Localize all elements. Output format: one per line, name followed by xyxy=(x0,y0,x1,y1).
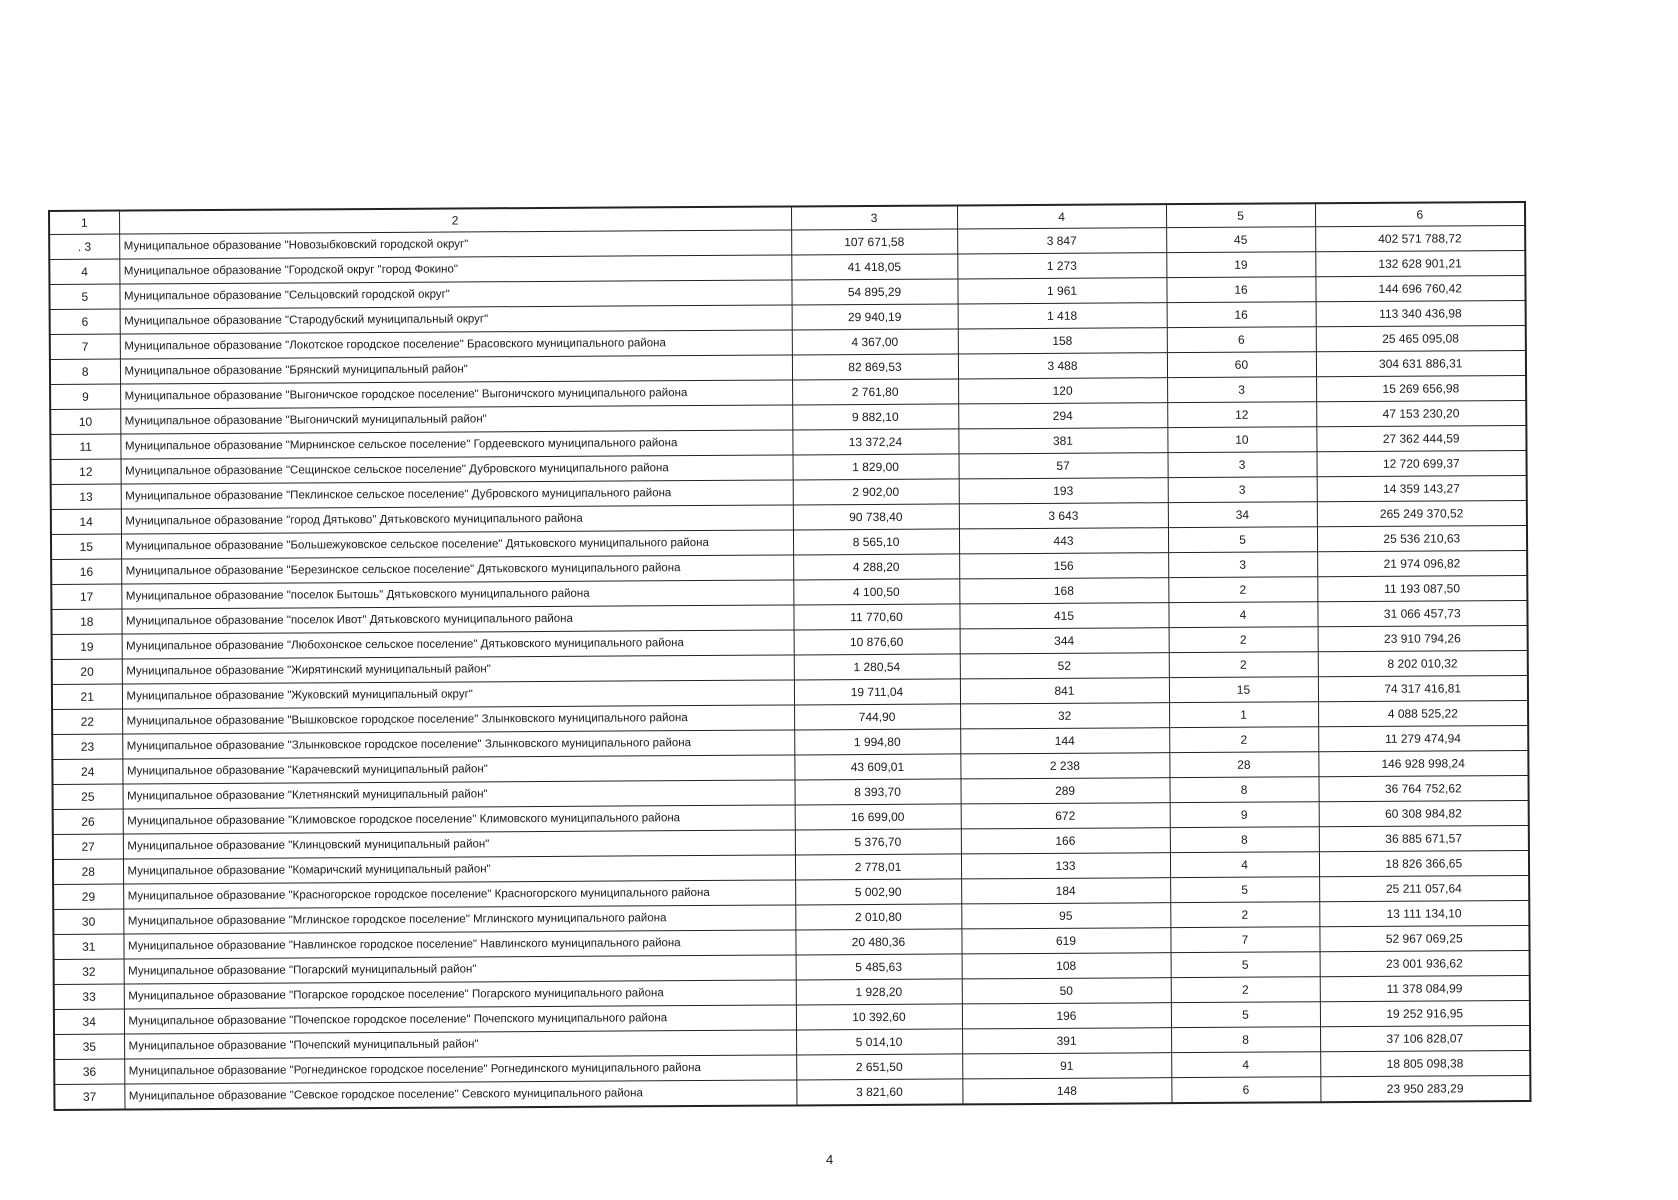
col4-cell: 120 xyxy=(958,378,1167,404)
col6-cell: 13 111 134,10 xyxy=(1319,900,1529,926)
col3-cell: 2 778,01 xyxy=(795,854,961,880)
row-number-cell: 27 xyxy=(53,834,123,859)
col5-cell: 2 xyxy=(1171,977,1320,1003)
col5-cell: 8 xyxy=(1169,777,1318,803)
col6-cell: 18 826 366,65 xyxy=(1319,850,1529,876)
col6-cell: 19 252 916,95 xyxy=(1320,1000,1530,1026)
col5-cell: 3 xyxy=(1168,552,1317,578)
col3-cell: 2 902,00 xyxy=(793,479,959,505)
col3-cell: 5 485,63 xyxy=(796,954,962,980)
row-number-cell: 30 xyxy=(53,909,123,934)
row-number-cell: 29 xyxy=(53,884,123,909)
col3-cell: 1 928,20 xyxy=(796,979,962,1005)
col4-cell: 148 xyxy=(962,1078,1171,1105)
col4-cell: 3 488 xyxy=(958,353,1167,379)
col3-cell: 8 565,10 xyxy=(793,529,959,555)
header-cell: 1 xyxy=(49,211,119,235)
municipality-name-cell: Муниципальное образование "Брянский муниципальный район" xyxy=(120,355,792,384)
col6-cell: 11 193 087,50 xyxy=(1317,575,1527,601)
col3-cell: 41 418,05 xyxy=(791,254,957,280)
municipality-name-cell: Муниципальное образование "город Дятьково" Дятьковского муниципального района xyxy=(121,505,793,534)
header-cell: 2 xyxy=(119,206,791,234)
col4-cell: 57 xyxy=(959,453,1168,479)
row-number-cell: 11 xyxy=(50,434,120,459)
col6-cell: 25 536 210,63 xyxy=(1317,525,1527,551)
col3-cell: 4 100,50 xyxy=(793,579,959,605)
col6-cell: 15 269 656,98 xyxy=(1316,375,1526,401)
municipality-name-cell: Муниципальное образование "Новозыбковский городской округ" xyxy=(119,230,791,259)
col6-cell: 144 696 760,42 xyxy=(1315,275,1525,301)
col6-cell: 52 967 069,25 xyxy=(1319,925,1529,951)
col4-cell: 672 xyxy=(961,803,1170,829)
col6-cell: 265 249 370,52 xyxy=(1317,500,1527,526)
col5-cell: 8 xyxy=(1171,1027,1320,1053)
municipality-name-cell: Муниципальное образование "Городской округ "город Фокино" xyxy=(119,255,791,284)
col5-cell: 8 xyxy=(1170,827,1319,853)
col4-cell: 50 xyxy=(962,978,1171,1004)
col6-cell: 31 066 457,73 xyxy=(1317,600,1527,626)
col5-cell: 2 xyxy=(1169,627,1318,653)
row-number-cell: 33 xyxy=(54,984,124,1009)
col5-cell: 15 xyxy=(1169,677,1318,703)
col5-cell: 4 xyxy=(1168,602,1317,628)
col4-cell: 133 xyxy=(961,853,1170,879)
municipality-name-cell: Муниципальное образование "Карачевский муниципальный район" xyxy=(122,755,794,784)
col4-cell: 95 xyxy=(961,903,1170,929)
municipality-name-cell: Муниципальное образование "Погарское городское поселение" Погарского муниципального района xyxy=(124,980,796,1009)
municipality-name-cell: Муниципальное образование "Мглинское городское поселение" Мглинского муниципального района xyxy=(123,905,795,934)
col5-cell: 16 xyxy=(1167,302,1316,328)
municipality-name-cell: Муниципальное образование "Выгоничский муниципальный район" xyxy=(120,405,792,434)
col5-cell: 9 xyxy=(1170,802,1319,828)
col4-cell: 91 xyxy=(962,1053,1171,1079)
municipality-name-cell: Муниципальное образование "Локотское городское поселение" Брасовского муниципального района xyxy=(120,330,792,359)
col6-cell: 36 885 671,57 xyxy=(1319,825,1529,851)
col5-cell: 4 xyxy=(1171,1052,1320,1078)
col6-cell: 402 571 788,72 xyxy=(1315,225,1525,251)
col6-cell: 11 378 084,99 xyxy=(1320,975,1530,1001)
row-number-cell: 6 xyxy=(50,309,120,334)
municipality-name-cell: Муниципальное образование "Почепский муниципальный район" xyxy=(124,1030,796,1059)
col6-cell: 132 628 901,21 xyxy=(1315,250,1525,276)
col5-cell: 45 xyxy=(1166,227,1315,253)
data-table xyxy=(48,201,1531,1111)
col5-cell: 1 xyxy=(1169,702,1318,728)
col4-cell: 156 xyxy=(959,553,1168,579)
col4-cell: 168 xyxy=(959,578,1168,604)
row-number-cell: 5 xyxy=(49,284,119,309)
municipality-name-cell: Муниципальное образование "Жирятинский муниципальный район" xyxy=(122,655,794,684)
municipality-name-cell: Муниципальное образование "Мирнинское сельское поселение" Гордеевского муниципального района xyxy=(120,430,792,459)
col4-cell: 1 418 xyxy=(958,303,1167,329)
col4-cell: 294 xyxy=(958,403,1167,429)
col6-cell: 25 465 095,08 xyxy=(1316,325,1526,351)
municipality-name-cell: Муниципальное образование "Рогнединское городское поселение" Рогнединского муниципального района xyxy=(124,1055,796,1084)
col5-cell: 4 xyxy=(1170,852,1319,878)
col5-cell: 6 xyxy=(1167,327,1316,353)
row-number-cell: 35 xyxy=(54,1034,124,1059)
col5-cell: 2 xyxy=(1169,652,1318,678)
row-number-cell: . 3 xyxy=(49,234,119,259)
col4-cell: 391 xyxy=(962,1028,1171,1054)
col5-cell: 16 xyxy=(1166,277,1315,303)
col5-cell: 28 xyxy=(1169,752,1318,778)
col4-cell: 184 xyxy=(961,878,1170,904)
row-number-cell: 31 xyxy=(53,934,123,959)
col5-cell: 2 xyxy=(1168,577,1317,603)
col3-cell: 2 761,80 xyxy=(792,379,958,405)
col4-cell: 193 xyxy=(959,478,1168,504)
col6-cell: 21 974 096,82 xyxy=(1317,550,1527,576)
col3-cell: 90 738,40 xyxy=(793,504,959,530)
col5-cell: 7 xyxy=(1170,927,1319,953)
col3-cell: 43 609,01 xyxy=(794,754,960,780)
col3-cell: 29 940,19 xyxy=(792,304,958,330)
row-number-cell: 24 xyxy=(52,759,122,784)
col3-cell: 9 882,10 xyxy=(792,404,958,430)
col5-cell: 6 xyxy=(1171,1077,1320,1103)
row-number-cell: 21 xyxy=(52,684,122,709)
municipality-name-cell: Муниципальное образование "Стародубский муниципальный округ" xyxy=(120,305,792,334)
municipality-name-cell: Муниципальное образование "Сещинское сельское поселение" Дубровского муниципального района xyxy=(121,455,793,484)
row-number-cell: 12 xyxy=(51,459,121,484)
col5-cell: 3 xyxy=(1168,452,1317,478)
col5-cell: 3 xyxy=(1167,377,1316,403)
col4-cell: 32 xyxy=(960,703,1169,729)
col3-cell: 54 895,29 xyxy=(791,279,957,305)
row-number-cell: 25 xyxy=(53,784,123,809)
col5-cell: 34 xyxy=(1168,502,1317,528)
col4-cell: 52 xyxy=(960,653,1169,679)
col5-cell: 60 xyxy=(1167,352,1316,378)
col4-cell: 158 xyxy=(958,328,1167,354)
col6-cell: 60 308 984,82 xyxy=(1319,800,1529,826)
col5-cell: 2 xyxy=(1169,727,1318,753)
municipality-name-cell: Муниципальное образование "Комаричский муниципальный район" xyxy=(123,855,795,884)
row-number-cell: 9 xyxy=(50,384,120,409)
municipality-name-cell: Муниципальное образование "Почепское городское поселение" Почепского муниципального района xyxy=(124,1005,796,1034)
col4-cell: 3 847 xyxy=(957,228,1166,254)
col4-cell: 619 xyxy=(961,928,1170,954)
col5-cell: 10 xyxy=(1167,427,1316,453)
col6-cell: 37 106 828,07 xyxy=(1320,1025,1530,1051)
col3-cell: 1 994,80 xyxy=(794,729,960,755)
col3-cell: 2 010,80 xyxy=(795,904,961,930)
col3-cell: 107 671,58 xyxy=(791,229,957,255)
row-number-cell: 36 xyxy=(54,1059,124,1084)
row-number-cell: 8 xyxy=(50,359,120,384)
municipality-name-cell: Муниципальное образование "Клетнянский муниципальный район" xyxy=(123,780,795,809)
row-number-cell: 16 xyxy=(51,559,121,584)
col3-cell: 3 821,60 xyxy=(796,1079,962,1106)
municipality-name-cell: Муниципальное образование "Выгоничское городское поселение" Выгоничского муниципального района xyxy=(120,380,792,409)
col4-cell: 196 xyxy=(962,1003,1171,1029)
header-cell: 3 xyxy=(791,205,957,230)
col6-cell: 113 340 436,98 xyxy=(1316,300,1526,326)
col6-cell: 14 359 143,27 xyxy=(1317,475,1527,501)
col5-cell: 5 xyxy=(1171,1002,1320,1028)
row-number-cell: 17 xyxy=(51,584,121,609)
col4-cell: 1 961 xyxy=(957,278,1166,304)
col3-cell: 5 002,90 xyxy=(795,879,961,905)
document-sheet xyxy=(48,207,1524,1111)
row-number-cell: 15 xyxy=(51,534,121,559)
row-number-cell: 37 xyxy=(54,1084,124,1110)
col6-cell: 23 950 283,29 xyxy=(1320,1075,1530,1102)
row-number-cell: 28 xyxy=(53,859,123,884)
row-number-cell: 14 xyxy=(51,509,121,534)
col6-cell: 47 153 230,20 xyxy=(1316,400,1526,426)
col5-cell: 5 xyxy=(1171,952,1320,978)
row-number-cell: 10 xyxy=(50,409,120,434)
municipality-name-cell: Муниципальное образование "Любохонское сельское поселение" Дятьковского муниципального района xyxy=(122,630,794,659)
col3-cell: 16 699,00 xyxy=(795,804,961,830)
row-number-cell: 18 xyxy=(51,609,121,634)
col3-cell: 4 288,20 xyxy=(793,554,959,580)
municipality-name-cell: Муниципальное образование "Злынковское городское поселение" Злынковского муниципального района xyxy=(122,730,794,759)
col6-cell: 11 279 474,94 xyxy=(1318,725,1528,751)
row-number-cell: 20 xyxy=(52,659,122,684)
col5-cell: 5 xyxy=(1168,527,1317,553)
col4-cell: 2 238 xyxy=(960,753,1169,779)
row-number-cell: 26 xyxy=(53,809,123,834)
municipality-name-cell: Муниципальное образование "Сельцовский городской округ" xyxy=(119,280,791,309)
col6-cell: 8 202 010,32 xyxy=(1318,650,1528,676)
col4-cell: 443 xyxy=(959,528,1168,554)
col6-cell: 304 631 886,31 xyxy=(1316,350,1526,376)
municipality-name-cell: Муниципальное образование "поселок Ивот" Дятьковского муниципального района xyxy=(121,605,793,634)
municipality-name-cell: Муниципальное образование "Жуковский муниципальный округ" xyxy=(122,680,794,709)
col3-cell: 5 014,10 xyxy=(796,1029,962,1055)
municipality-name-cell: Муниципальное образование "Березинское сельское поселение" Дятьковского муниципального района xyxy=(121,555,793,584)
col3-cell: 82 869,53 xyxy=(792,354,958,380)
col5-cell: 2 xyxy=(1170,902,1319,928)
col4-cell: 344 xyxy=(960,628,1169,654)
row-number-cell: 4 xyxy=(49,259,119,284)
col6-cell: 25 211 057,64 xyxy=(1319,875,1529,901)
col3-cell: 19 711,04 xyxy=(794,679,960,705)
col3-cell: 13 372,24 xyxy=(792,429,958,455)
col3-cell: 20 480,36 xyxy=(795,929,961,955)
col3-cell: 11 770,60 xyxy=(793,604,959,630)
col3-cell: 4 367,00 xyxy=(792,329,958,355)
col3-cell: 1 280,54 xyxy=(794,654,960,680)
col5-cell: 3 xyxy=(1168,477,1317,503)
col6-cell: 12 720 699,37 xyxy=(1317,450,1527,476)
page-number: 4 xyxy=(826,1152,834,1167)
col6-cell: 27 362 444,59 xyxy=(1316,425,1526,451)
row-number-cell: 34 xyxy=(54,1009,124,1034)
row-number-cell: 23 xyxy=(52,734,122,759)
col4-cell: 415 xyxy=(959,603,1168,629)
col4-cell: 108 xyxy=(962,953,1171,979)
col4-cell: 289 xyxy=(960,778,1169,804)
col6-cell: 36 764 752,62 xyxy=(1318,775,1528,801)
municipality-name-cell: Муниципальное образование "Клинцовский муниципальный район" xyxy=(123,830,795,859)
col4-cell: 1 273 xyxy=(957,253,1166,279)
row-number-cell: 22 xyxy=(52,709,122,734)
col4-cell: 841 xyxy=(960,678,1169,704)
col6-cell: 18 805 098,38 xyxy=(1320,1050,1530,1076)
col3-cell: 5 376,70 xyxy=(795,829,961,855)
col3-cell: 10 392,60 xyxy=(796,1004,962,1030)
col3-cell: 10 876,60 xyxy=(794,629,960,655)
municipality-name-cell: Муниципальное образование "Большежуковское сельское поселение" Дятьковского муниципального района xyxy=(121,530,793,559)
col3-cell: 2 651,50 xyxy=(796,1054,962,1080)
municipality-name-cell: Муниципальное образование "Погарский муниципальный район" xyxy=(124,955,796,984)
col3-cell: 8 393,70 xyxy=(794,779,960,805)
row-number-cell: 7 xyxy=(50,334,120,359)
col4-cell: 166 xyxy=(961,828,1170,854)
col5-cell: 12 xyxy=(1167,402,1316,428)
header-cell: 5 xyxy=(1166,203,1315,227)
col6-cell: 23 001 936,62 xyxy=(1320,950,1530,976)
municipality-name-cell: Муниципальное образование "поселок Бытошь" Дятьковского муниципального района xyxy=(121,580,793,609)
col6-cell: 74 317 416,81 xyxy=(1318,675,1528,701)
header-cell: 6 xyxy=(1315,202,1525,227)
municipality-name-cell: Муниципальное образование "Навлинское городское поселение" Навлинского муниципального района xyxy=(123,930,795,959)
municipality-name-cell: Муниципальное образование "Пеклинское сельское поселение" Дубровского муниципального района xyxy=(121,480,793,509)
municipality-name-cell: Муниципальное образование "Вышковское городское поселение" Злынковского муниципального района xyxy=(122,705,794,734)
row-number-cell: 32 xyxy=(54,959,124,984)
col3-cell: 1 829,00 xyxy=(793,454,959,480)
row-number-cell: 19 xyxy=(52,634,122,659)
municipality-name-cell: Муниципальное образование "Красногорское городское поселение" Красногорского муниципального района xyxy=(123,880,795,909)
col4-cell: 144 xyxy=(960,728,1169,754)
col5-cell: 19 xyxy=(1166,252,1315,278)
col3-cell: 744,90 xyxy=(794,704,960,730)
municipality-name-cell: Муниципальное образование "Севское городское поселение" Севского муниципального района xyxy=(124,1080,796,1110)
header-cell: 4 xyxy=(957,204,1166,229)
col4-cell: 3 643 xyxy=(959,503,1168,529)
col4-cell: 381 xyxy=(958,428,1167,454)
row-number-cell: 13 xyxy=(51,484,121,509)
col5-cell: 5 xyxy=(1170,877,1319,903)
col6-cell: 146 928 998,24 xyxy=(1318,750,1528,776)
municipality-name-cell: Муниципальное образование "Климовское городское поселение" Климовского муниципального района xyxy=(123,805,795,834)
col6-cell: 23 910 794,26 xyxy=(1318,625,1528,651)
col6-cell: 4 088 525,22 xyxy=(1318,700,1528,726)
